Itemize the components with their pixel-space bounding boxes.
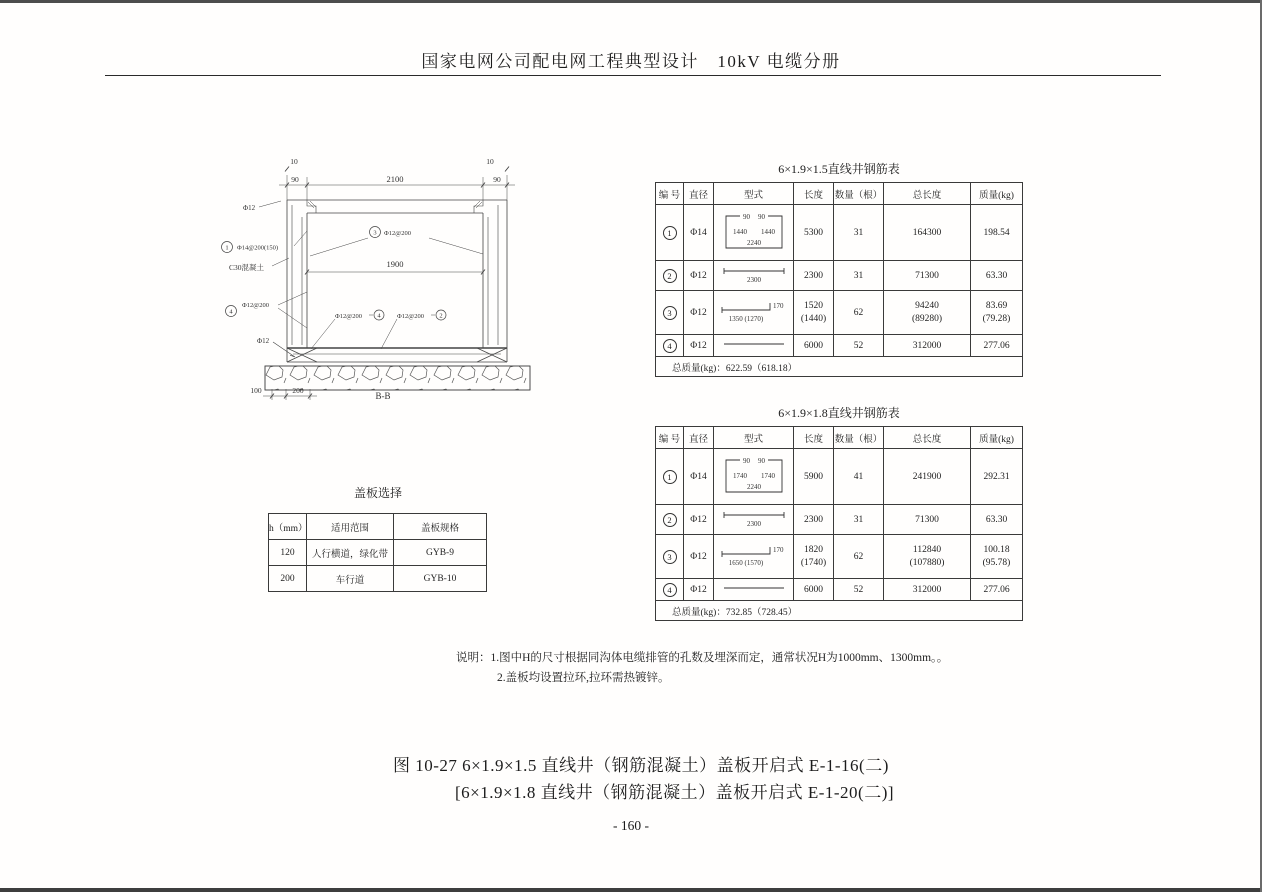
cell-h: 200 — [269, 566, 307, 592]
cell-qty: 31 — [834, 505, 884, 535]
shape-dim: 2300 — [746, 520, 761, 528]
value-alt: (1440) — [800, 313, 827, 324]
table-row — [656, 291, 1023, 335]
circled-number: 1 — [663, 226, 677, 240]
shape-dim: 1650 (1570) — [728, 559, 763, 567]
cell-length: 6000 — [794, 579, 834, 601]
value-alt: (107880) — [909, 557, 945, 568]
rebar-table-2-title: 6×1.9×1.8直线井钢筋表 — [778, 406, 900, 420]
col-header-dia: 直径 — [684, 183, 714, 205]
cell-length: 5900 — [794, 449, 834, 505]
drawing-linework — [222, 167, 531, 401]
callout-1-number: 1 — [225, 244, 229, 252]
value: 94240 — [915, 300, 939, 311]
cell-mass: 277.06 — [971, 335, 1023, 357]
cell-diameter: Φ14 — [684, 449, 714, 505]
col-header-length: 长度 — [794, 183, 834, 205]
circled-number: 2 — [663, 513, 677, 527]
value-alt: (89280) — [911, 313, 943, 324]
cell-spec: GYB-9 — [394, 540, 487, 566]
table-row — [656, 205, 1023, 261]
total-mass: 总质量(kg)：732.85（728.45） — [656, 601, 1023, 621]
value-alt: (1740) — [800, 557, 827, 568]
rebar-shape-straight — [716, 583, 792, 593]
rebar-shape-bracket — [716, 449, 792, 501]
col-header-total: 总长度 — [884, 427, 971, 449]
circled-number: 3 — [663, 306, 677, 320]
table-row — [656, 579, 1023, 601]
value: 100.18 — [983, 544, 1010, 555]
table-row — [656, 335, 1023, 357]
dim-100: 100 — [250, 386, 262, 395]
table-footer-row — [656, 357, 1023, 377]
value-alt: (95.78) — [982, 557, 1011, 568]
cell-qty: 62 — [834, 291, 884, 335]
rebar-table-1-title: 6×1.9×1.5直线井钢筋表 — [778, 162, 900, 176]
cell-total: 312000 — [884, 579, 971, 601]
dim-200: 200 — [292, 386, 304, 395]
value: 1820 — [804, 544, 823, 555]
header-rule — [105, 75, 1161, 76]
col-header-mass: 质量(kg) — [971, 427, 1023, 449]
cell-mass: 63.30 — [971, 261, 1023, 291]
cell-mass: 292.31 — [971, 449, 1023, 505]
rebar-table-1-8-block — [655, 404, 1023, 621]
col-header-dia: 直径 — [684, 427, 714, 449]
cell-shape — [714, 535, 794, 579]
callout-4b-number: 4 — [377, 312, 381, 320]
dim-90-right: 90 — [493, 175, 501, 184]
circled-number: 2 — [663, 269, 677, 283]
cell-qty: 41 — [834, 449, 884, 505]
col-header-shape: 型式 — [714, 183, 794, 205]
shape-dim: 90 — [757, 457, 765, 465]
shape-dim: 90 — [742, 213, 750, 221]
note-text-1: 1.图中H的尺寸根据同沟体电缆排管的孔数及埋深而定，通常状况H为1000mm、1300mm。。 — [490, 652, 949, 664]
shape-dim: 170 — [772, 546, 783, 554]
cell-qty: 52 — [834, 335, 884, 357]
shape-dim: 1740 — [760, 472, 775, 480]
shape-dim: 2240 — [746, 483, 761, 491]
cover-row — [269, 540, 487, 566]
table-row — [656, 505, 1023, 535]
cell-length: 2300 — [794, 505, 834, 535]
value: 1520 — [804, 300, 823, 311]
cell-mass — [971, 535, 1023, 579]
cell-shape — [714, 205, 794, 261]
notes-label: 说明： — [456, 652, 491, 664]
shape-dim: 2240 — [746, 239, 761, 247]
cell-diameter: Φ12 — [684, 535, 714, 579]
table-row — [656, 535, 1023, 579]
rebar-shape-hook — [716, 297, 792, 325]
table-footer-row — [656, 601, 1023, 621]
section-label: B-B — [375, 391, 391, 401]
dim-10-right: 10 — [486, 157, 494, 166]
col-header-no: 编 号 — [656, 427, 684, 449]
scan-edge-top — [0, 0, 1262, 3]
circled-number: 4 — [663, 583, 677, 597]
cell-diameter: Φ12 — [684, 335, 714, 357]
dim-90-left: 90 — [291, 175, 299, 184]
dim-2100: 2100 — [386, 174, 404, 184]
cell-mass: 198.54 — [971, 205, 1023, 261]
rebar-table-1-5-block — [655, 160, 1023, 377]
rebar-table-2 — [655, 426, 1023, 621]
cell-total: 241900 — [884, 449, 971, 505]
cell-diameter: Φ14 — [684, 205, 714, 261]
cell-qty: 31 — [834, 205, 884, 261]
col-header-no: 编 号 — [656, 183, 684, 205]
callout-2-number: 2 — [439, 312, 443, 320]
value-alt: (79.28) — [982, 313, 1011, 324]
cell-length: 5300 — [794, 205, 834, 261]
cover-header-h: h（mm） — [269, 514, 307, 540]
cell-total — [884, 535, 971, 579]
cell-scope: 人行横道，绿化带 — [307, 540, 394, 566]
cell-total: 164300 — [884, 205, 971, 261]
cell-total: 312000 — [884, 335, 971, 357]
cover-plate-selection — [268, 484, 488, 592]
note-line-1 — [456, 648, 948, 668]
circled-number: 4 — [663, 339, 677, 353]
label-phi12-top: Φ12 — [243, 204, 256, 212]
cell-diameter: Φ12 — [684, 291, 714, 335]
callout-2-label: Φ12@200 — [397, 313, 424, 320]
cell-length — [794, 291, 834, 335]
cell-scope: 车行道 — [307, 566, 394, 592]
col-header-mass: 质量(kg) — [971, 183, 1023, 205]
rebar-shape-bracket — [716, 205, 792, 257]
rebar-shape-straight — [716, 339, 792, 349]
caption-line-1: 图 10-27 6×1.9×1.5 直线井（钢筋混凝土）盖板开启式 E-1-16(二) — [393, 756, 889, 775]
page-number: - 160 - — [613, 818, 649, 833]
cell-diameter: Φ12 — [684, 505, 714, 535]
cell-length: 2300 — [794, 261, 834, 291]
dim-10-left: 10 — [290, 157, 298, 166]
cell-total — [884, 291, 971, 335]
callout-3-number: 3 — [373, 229, 377, 237]
callout-1-label: Φ14@200(150) — [237, 244, 279, 252]
cell-h: 120 — [269, 540, 307, 566]
note-line-2: 2.盖板均设置拉环,拉环需热镀锌。 — [497, 672, 670, 684]
cell-mass — [971, 291, 1023, 335]
cell-mass: 277.06 — [971, 579, 1023, 601]
figure-caption — [393, 752, 894, 806]
col-header-total: 总长度 — [884, 183, 971, 205]
rebar-shape-line — [716, 263, 792, 285]
cell-shape — [714, 291, 794, 335]
label-concrete: C30混凝土 — [229, 263, 265, 272]
cover-table — [268, 513, 487, 592]
cell-spec: GYB-10 — [394, 566, 487, 592]
section-drawing-b-b — [215, 145, 535, 415]
rebar-shape-line — [716, 507, 792, 529]
cover-row — [269, 566, 487, 592]
shape-dim: 1740 — [732, 472, 747, 480]
value: 112840 — [912, 544, 942, 555]
callout-4b-label: Φ12@200 — [335, 313, 362, 320]
cell-shape — [714, 449, 794, 505]
total-mass: 总质量(kg)：622.59（618.18） — [656, 357, 1023, 377]
cell-shape — [714, 579, 794, 601]
callout-4-number: 4 — [229, 308, 233, 316]
circled-number: 3 — [663, 550, 677, 564]
col-header-shape: 型式 — [714, 427, 794, 449]
cell-length: 6000 — [794, 335, 834, 357]
table-row — [656, 261, 1023, 291]
cell-total: 71300 — [884, 505, 971, 535]
cell-diameter: Φ12 — [684, 261, 714, 291]
rebar-shape-hook — [716, 541, 792, 569]
scan-edge-bottom — [0, 888, 1262, 892]
dim-1900: 1900 — [386, 259, 404, 269]
cell-shape — [714, 261, 794, 291]
cover-header-spec: 盖板规格 — [394, 514, 487, 540]
cell-qty: 31 — [834, 261, 884, 291]
shape-dim: 1350 (1270) — [728, 315, 763, 323]
cell-shape — [714, 335, 794, 357]
cell-total: 71300 — [884, 261, 971, 291]
shape-dim: 90 — [742, 457, 750, 465]
col-header-length: 长度 — [794, 427, 834, 449]
cell-mass: 63.30 — [971, 505, 1023, 535]
cover-table-title: 盖板选择 — [353, 486, 402, 500]
shape-dim: 2300 — [746, 276, 761, 284]
value: 83.69 — [985, 300, 1008, 311]
shape-dim: 1440 — [732, 228, 747, 236]
cover-header-scope: 适用范围 — [307, 514, 394, 540]
label-phi12-bottom: Φ12 — [257, 337, 270, 345]
circled-number: 1 — [663, 470, 677, 484]
callout-4-label: Φ12@200 — [242, 302, 269, 309]
cell-qty: 62 — [834, 535, 884, 579]
shape-dim: 90 — [757, 213, 765, 221]
page-title: 国家电网公司配电网工程典型设计 10kV 电缆分册 — [421, 52, 841, 71]
shape-dim: 170 — [772, 302, 783, 310]
col-header-qty: 数量（根） — [834, 427, 884, 449]
cell-diameter: Φ12 — [684, 579, 714, 601]
caption-line-2: [6×1.9×1.8 直线井（钢筋混凝土）盖板开启式 E-1-20(二)] — [455, 783, 895, 802]
table-row — [656, 449, 1023, 505]
rebar-table-1 — [655, 182, 1023, 377]
notes — [456, 648, 948, 688]
cell-shape — [714, 505, 794, 535]
col-header-qty: 数量（根） — [834, 183, 884, 205]
callout-3-label: Φ12@200 — [384, 230, 411, 237]
cell-length — [794, 535, 834, 579]
shape-dim: 1440 — [760, 228, 775, 236]
cell-qty: 52 — [834, 579, 884, 601]
